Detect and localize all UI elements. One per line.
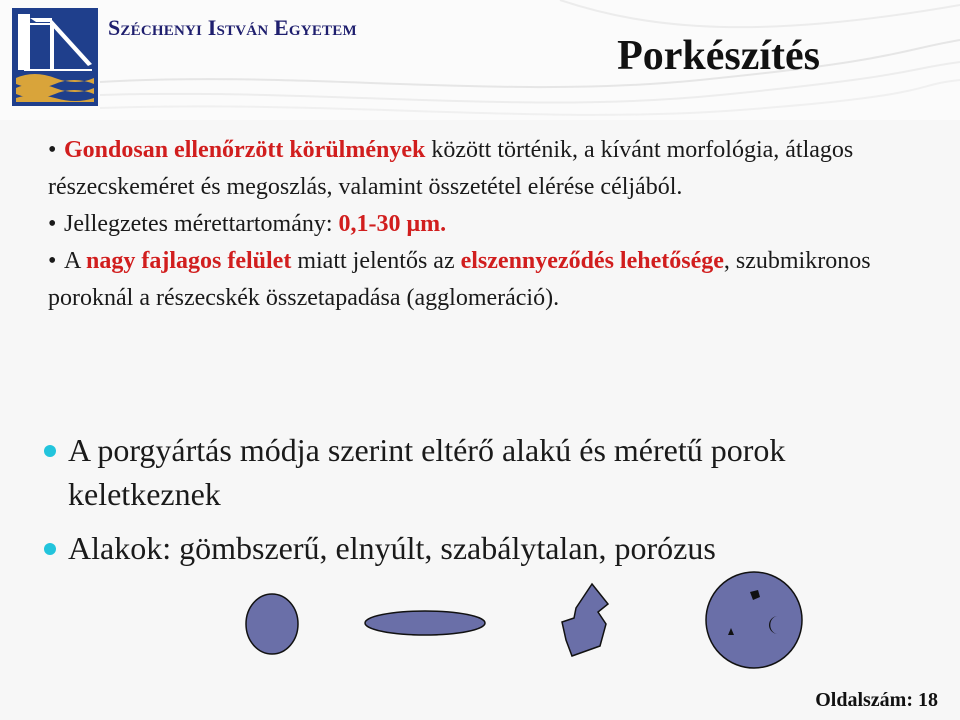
large-bullet-item — [44, 428, 924, 516]
page-number: Oldalszám: 18 — [815, 689, 938, 711]
bullet-text-emphasis: nagy fajlagos felület — [86, 248, 292, 274]
bullet-item — [48, 132, 908, 206]
large-bullet-text: A porgyártás módja szerint eltérő alakú és méretű porok keletkeznek — [68, 432, 786, 512]
large-bullet-list — [44, 428, 924, 580]
bullet-text: A — [64, 248, 87, 274]
porous-particle-icon — [706, 572, 802, 668]
large-bullet-text: Alakok: gömbszerű, elnyúlt, szabálytalan, porózus — [68, 530, 716, 566]
bullet-item — [48, 206, 908, 243]
university-logo — [12, 8, 98, 106]
bullet-text: miatt jelentős az — [291, 248, 461, 274]
bullet-dot-icon: • — [48, 211, 57, 237]
bullet-text: , szubmikronos poroknál a részecskék összetapadása (agglomeráció). — [48, 248, 871, 311]
bullet-text-emphasis: 0,1-30 μm. — [338, 211, 447, 237]
bullet-text: között történik, a kívánt morfológia, átlagos részecskeméret és megoszlás, valamint összetétel elérése céljából. — [48, 137, 854, 200]
cyan-bullet-icon — [44, 445, 56, 457]
irregular-particle-icon — [562, 584, 608, 656]
bullet-list — [48, 132, 908, 317]
slide-title: Porkészítés — [617, 33, 820, 79]
spherical-particle-icon — [246, 594, 298, 654]
particle-shapes — [0, 560, 960, 680]
elongated-particle-icon — [365, 611, 485, 635]
bullet-text: Jellegzetes mérettartomány: — [64, 211, 339, 237]
bullet-dot-icon: • — [48, 248, 57, 274]
bullet-text-emphasis: Gondosan ellenőrzött körülmények — [64, 137, 426, 163]
bullet-dot-icon: • — [48, 137, 57, 163]
university-name: Széchenyi István Egyetem — [108, 15, 357, 40]
bullet-text-emphasis: elszennyeződés lehetősége — [460, 248, 724, 274]
bullet-item — [48, 243, 908, 317]
cyan-bullet-icon — [44, 543, 56, 555]
